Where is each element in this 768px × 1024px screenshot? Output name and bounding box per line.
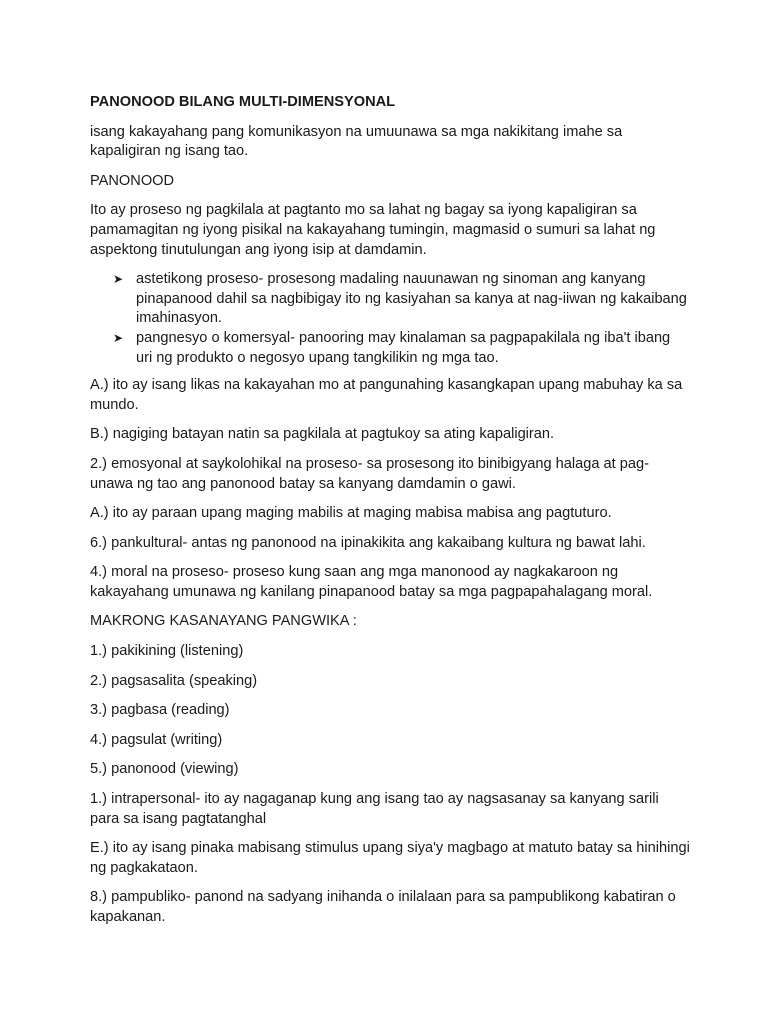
- paragraph: 2.) emosyonal at saykolohikal na proseso- sa prosesong ito binibigyang halaga at pag-unawa ng tao ang panonood batay sa kanyang damdamin o gawi.: [90, 455, 649, 492]
- bullet-text: astetikong proseso- prosesong madaling nauunawan ng sinoman ang kanyang pinapanood dahil sa nagbibigay ito ng kasiyahan sa kanya at nag-iiwan ng kakaibang imahinasyon.: [136, 271, 687, 327]
- paragraph: 6.) pankultural- antas ng panonood na ipinakikita ang kakaibang kultura ng bawat lahi.: [90, 534, 646, 551]
- list-item: 4.) pagsulat (writing): [90, 731, 223, 748]
- bullet-list: [90, 270, 690, 368]
- arrow-right-icon: ➤: [113, 330, 124, 345]
- arrow-right-icon: ➤: [113, 272, 124, 287]
- document-page: [90, 93, 690, 938]
- paragraph: A.) ito ay paraan upang maging mabilis at maging mabisa mabisa ang pagtuturo.: [90, 505, 612, 522]
- paragraph: E.) ito ay isang pinaka mabisang stimulus upang siya'y magbago at matuto batay sa hinihingi ng pagkakataon.: [90, 840, 690, 876]
- paragraph-section-label: PANONOOD: [90, 172, 175, 189]
- document-title: PANONOOD BILANG MULTI-DIMENSYONAL: [90, 94, 396, 110]
- list-item: 1.) pakikining (listening): [90, 643, 244, 660]
- list-item: 2.) pagsasalita (speaking): [90, 672, 258, 689]
- section-heading: MAKRONG KASANAYANG PANGWIKA :: [90, 613, 357, 630]
- paragraph: 8.) pampubliko- panond na sadyang inihanda o inilalaan para sa pampublikong kabatiran o kapakanan.: [90, 889, 676, 925]
- list-item: 3.) pagbasa (reading): [90, 702, 230, 719]
- bullet-item: [90, 270, 690, 329]
- paragraph: 4.) moral na proseso- proseso kung saan ang mga manonood ay nagkakaroon ng kakayahang umunawa ng kanilang pinapanood batay sa mga pagpapahalagang moral.: [90, 564, 653, 600]
- paragraph: 1.) intrapersonal- ito ay nagaganap kung ang isang tao ay nagsasanay sa kanyang sarili para sa isang pagtatanghal: [90, 791, 659, 827]
- bullet-item: [90, 329, 690, 368]
- paragraph-definition: isang kakayahang pang komunikasyon na umuunawa sa mga nakikitang imahe sa kapaligiran ng isang tao.: [90, 123, 623, 160]
- paragraph: B.) nagiging batayan natin sa pagkilala at pagtukoy sa ating kapaligiran.: [90, 426, 555, 443]
- paragraph-description: Ito ay proseso ng pagkilala at pagtanto mo sa lahat ng bagay sa iyong kapaligiran sa pamamagitan ng iyong pisikal na kakayahang tumingin, magmasid o sumuri sa lahat ng aspektong tinutulungan ang iyong isip at damdamin.: [90, 202, 656, 258]
- bullet-text: pangnesyo o komersyal- panooring may kinalaman sa pagpapakilala ng iba't ibang uri ng produkto o negosyo upang tangkilikin ng mga tao.: [136, 329, 671, 366]
- list-item: 5.) panonood (viewing): [90, 761, 239, 778]
- paragraph: A.) ito ay isang likas na kakayahan mo at pangunahing kasangkapan upang mabuhay ka sa mundo.: [90, 377, 683, 413]
